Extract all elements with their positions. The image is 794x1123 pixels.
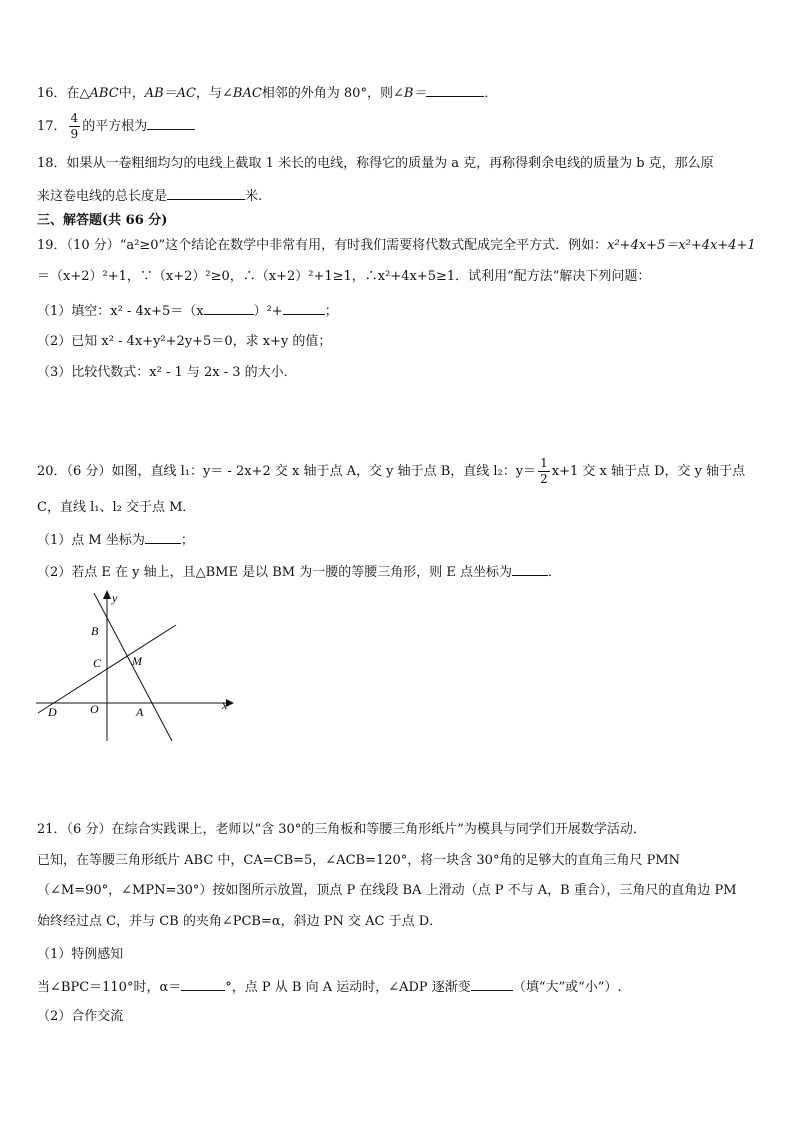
coordinate-figure	[30, 585, 240, 745]
q21-part-1-blank-2[interactable]	[471, 977, 513, 991]
question-18-line-1: 18．如果从一卷粗细均匀的电线上截取 1 米长的电线，称得它的质量为 a 克，再称得剩余电线的质量为 b 克，那么原	[37, 156, 714, 171]
q18-unit: 米.	[245, 189, 263, 204]
q16-text-2: ，与	[195, 86, 222, 101]
q19-example: x²+4x+5＝x²+4x+4+1	[607, 238, 756, 253]
question-18-line-2	[37, 186, 262, 206]
section-heading: 三、解答题(共 66 分)	[37, 213, 168, 228]
label-y: y	[112, 591, 118, 605]
label-M: M	[132, 654, 142, 668]
q20-part-1-blank[interactable]	[145, 530, 181, 544]
question-17	[37, 111, 195, 142]
label-D: D	[48, 705, 57, 719]
label-A: A	[136, 705, 144, 719]
q19-part-1-blank-1[interactable]	[204, 301, 254, 315]
q20-part-1-end: ；	[180, 533, 194, 548]
question-21-line-2: 已知，在等腰三角形纸片 ABC 中，CA=CB=5，∠ACB=120°，将一块含 30°角的足够大的直角三角尺 PMN	[37, 853, 681, 868]
q16-number: 16．在	[37, 86, 80, 101]
q16-angle: ∠BAC	[222, 86, 262, 101]
q20-fraction	[538, 456, 550, 487]
q20-text-1: 20．（6 分）如图，直线 l₁：y＝ - 2x+2 交 x 轴于点 A，交 y 轴于点 B，直线 l₂：y＝	[37, 464, 537, 479]
q16-triangle: △ABC	[79, 86, 119, 101]
q19-part-1-blank-2[interactable]	[283, 301, 325, 315]
question-21-part-1-heading: （1）特例感知	[37, 947, 124, 962]
q16-text-1: 中，	[118, 86, 145, 101]
question-16	[37, 83, 497, 103]
q20-part-2-end: ．	[548, 565, 562, 580]
q20-part-2-blank[interactable]	[512, 562, 548, 576]
label-O: O	[90, 702, 99, 716]
question-20-line-1	[37, 456, 745, 487]
y-axis-arrow	[103, 590, 111, 599]
question-20-part-2	[37, 562, 561, 582]
q17-text: 的平方根为	[82, 119, 148, 134]
question-19-line-1	[37, 237, 756, 255]
q20-fraction-denominator: 2	[540, 472, 548, 486]
q20-part-1-text: （1）点 M 坐标为	[37, 533, 145, 548]
q20-fraction-numerator: 1	[540, 456, 548, 470]
q21-part-1-text-1: 当∠BPC＝110°时，α＝	[37, 980, 182, 995]
q21-part-1-text-2: °，点 P 从 B 向 A 运动时，∠ADP 逐渐变	[225, 980, 471, 995]
q19-part-1-text-2: ）²+	[253, 304, 283, 319]
q21-part-1-text-3: （填“大”或“小”）.	[512, 980, 622, 995]
question-19-part-2: （2）已知 x² - 4x+y²+2y+5＝0，求 x+y 的值；	[37, 334, 332, 349]
question-20-part-1	[37, 530, 194, 550]
q19-part-1-text: （1）填空：x² - 4x+5＝（x	[37, 304, 204, 319]
question-21-line-3: （∠M=90°，∠MPN=30°）按如图所示放置，顶点 P 在线段 BA 上滑动（点 P 不与 A，B 重合），三角尺的直角边 PM	[37, 883, 737, 898]
question-21-part-1	[37, 977, 622, 997]
q16-text-3: 相邻的外角为 80°，则	[261, 86, 393, 101]
q16-equality: AB＝AC	[144, 86, 196, 101]
q17-number: 17．	[37, 119, 67, 134]
q16-ask: ∠B＝	[392, 86, 427, 101]
q19-intro: 19．（10 分）“a²≥0”这个结论在数学中非常有用，有时我们需要将代数式配成完全平方式．例如：	[37, 238, 608, 253]
q18-text: 来这卷电线的总长度是	[37, 189, 168, 204]
question-21-part-2-heading: （2）合作交流	[37, 1009, 124, 1024]
label-B: B	[91, 624, 99, 638]
q21-part-1-blank-1[interactable]	[181, 977, 225, 991]
q20-text-2: x+1 交 x 轴于点 D，交 y 轴于点	[551, 464, 746, 479]
q17-fraction-numerator: 4	[70, 111, 79, 125]
q19-part-1-end: ；	[324, 304, 338, 319]
q17-fraction	[69, 111, 81, 142]
label-C: C	[93, 656, 102, 670]
q16-end: ．	[484, 86, 498, 101]
q20-part-2-text: （2）若点 E 在 y 轴上，且△BME 是以 BM 为一腰的等腰三角形，则 E 点坐标为	[37, 565, 513, 580]
q16-answer-blank[interactable]	[426, 83, 484, 97]
q18-answer-blank[interactable]	[167, 186, 245, 200]
q17-answer-blank[interactable]	[147, 116, 195, 130]
question-20-line-2: C，直线 l₁、l₂ 交于点 M．	[37, 500, 196, 515]
question-21-line-1: 21．（6 分）在综合实践课上，老师以“含 30°的三角板和等腰三角形纸片”为模具与同学们开展数学活动．	[37, 822, 646, 837]
question-19-part-3: （3）比较代数式：x² - 1 与 2x - 3 的大小．	[37, 365, 297, 380]
q17-fraction-denominator: 9	[70, 127, 79, 141]
label-x: x	[222, 698, 228, 712]
question-19-line-2: ＝（x+2）²+1，∵（x+2）²≥0，∴（x+2）²+1≥1，∴x²+4x+5≥1．试利用“配方法”解决下列问题：	[37, 269, 651, 284]
question-21-line-4: 始终经过点 C，并与 CB 的夹角∠PCB=α，斜边 PN 交 AC 于点 D．	[37, 914, 443, 929]
question-19-part-1	[37, 301, 338, 321]
